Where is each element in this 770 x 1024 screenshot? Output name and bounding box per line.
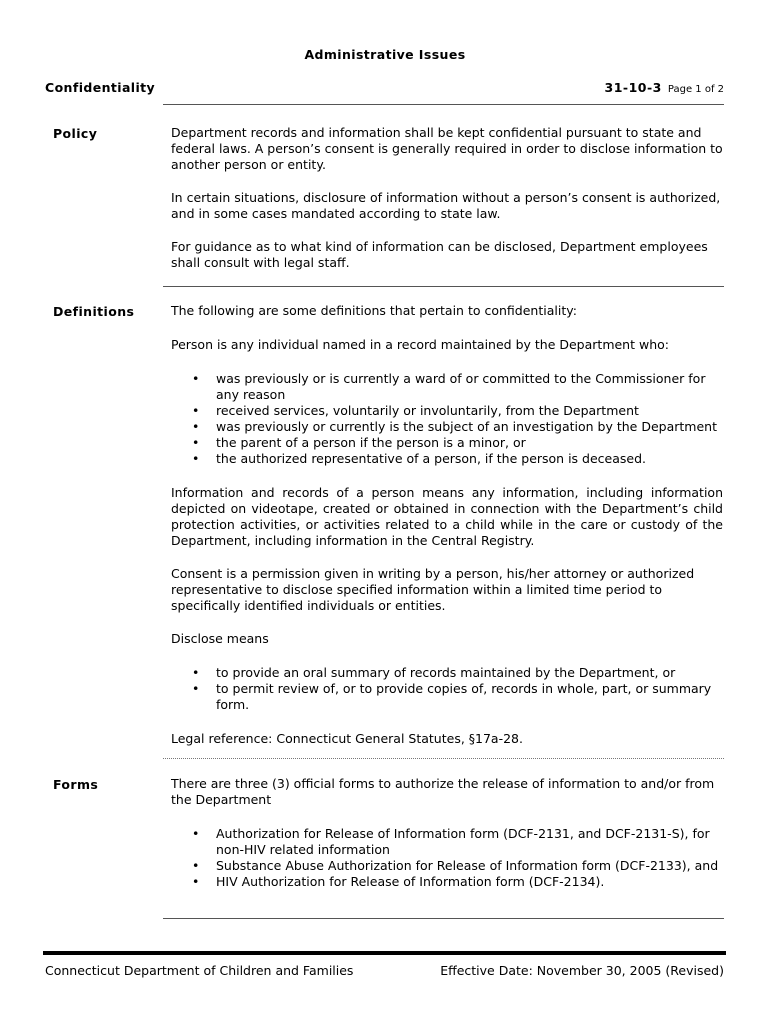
footer-effective-date: Effective Date: November 30, 2005 (Revised) xyxy=(440,963,724,978)
document-subject: Confidentiality xyxy=(45,80,156,95)
consent-definition: Consent is a permission given in writing by a person, his/her attorney or authorized representative to disclose specified information within a limited time period to specifically identified individuals or entities. xyxy=(171,566,695,613)
person-criteria-list xyxy=(171,371,723,467)
forms-section-label: Forms xyxy=(53,777,99,792)
definitions-section-body xyxy=(171,303,723,747)
list-item: • Substance Abuse Authorization for Release of Information form (DCF-2133), and xyxy=(216,858,723,874)
information-definition: Information and records of a person means any information, including information depicted on videotape, created or obtained in connection with the Department’s child protection activities, or activities related to a child while in the care or custody of the Department, including information in the Central Registry. xyxy=(171,485,723,548)
definitions-section-label: Definitions xyxy=(53,304,135,319)
list-item: • to provide an oral summary of records maintained by the Department, or xyxy=(216,665,723,681)
disclose-definition: Disclose means xyxy=(171,631,269,646)
list-item: • HIV Authorization for Release of Information form (DCF-2134). xyxy=(216,874,723,890)
definitions-intro: The following are some definitions that pertain to confidentiality: xyxy=(171,303,577,318)
person-definition: Person is any individual named in a record maintained by the Department who: xyxy=(171,337,669,352)
list-item: • the parent of a person if the person is a minor, or xyxy=(216,435,723,451)
header-divider xyxy=(163,104,724,105)
policy-paragraph: Department records and information shall be kept confidential pursuant to state and federal laws. A person’s consent is generally required in order to disclose information to another person or entity. xyxy=(171,125,723,172)
list-item: • Authorization for Release of Information form (DCF-2131, and DCF-2131-S), for non-HIV related information xyxy=(216,826,723,858)
document-title: Administrative Issues xyxy=(304,47,466,62)
footer-organization: Connecticut Department of Children and Families xyxy=(45,963,354,978)
page-indicator: Page 1 of 2 xyxy=(667,84,724,95)
list-item: • to permit review of, or to provide copies of, records in whole, part, or summary form. xyxy=(216,681,723,713)
forms-section-body xyxy=(171,776,723,890)
forms-intro: There are three (3) official forms to authorize the release of information to and/or from the Department xyxy=(171,776,715,807)
list-item: • was previously or is currently a ward of or committed to the Commissioner for any reason xyxy=(216,371,723,403)
policy-reference xyxy=(605,80,724,95)
list-item: • was previously or currently is the subject of an investigation by the Department xyxy=(216,419,723,435)
disclose-list xyxy=(171,665,723,713)
list-item: • the authorized representative of a person, if the person is deceased. xyxy=(216,451,723,467)
policy-paragraph: In certain situations, disclosure of information without a person’s consent is authorized, and in some cases mandated according to state law. xyxy=(171,190,721,221)
policy-section-body xyxy=(171,125,723,271)
policy-divider xyxy=(163,286,724,287)
list-item: • received services, voluntarily or involuntarily, from the Department xyxy=(216,403,723,419)
policy-paragraph: For guidance as to what kind of information can be disclosed, Department employees shall consult with legal staff. xyxy=(171,239,708,270)
definitions-divider xyxy=(163,758,724,759)
policy-number: 31-10-3 xyxy=(604,80,662,95)
footer-rule xyxy=(43,951,726,955)
policy-section-label: Policy xyxy=(53,126,98,141)
forms-divider xyxy=(163,918,724,919)
legal-reference: Legal reference: Connecticut General Statutes, §17a-28. xyxy=(171,731,523,746)
forms-list xyxy=(171,826,723,890)
